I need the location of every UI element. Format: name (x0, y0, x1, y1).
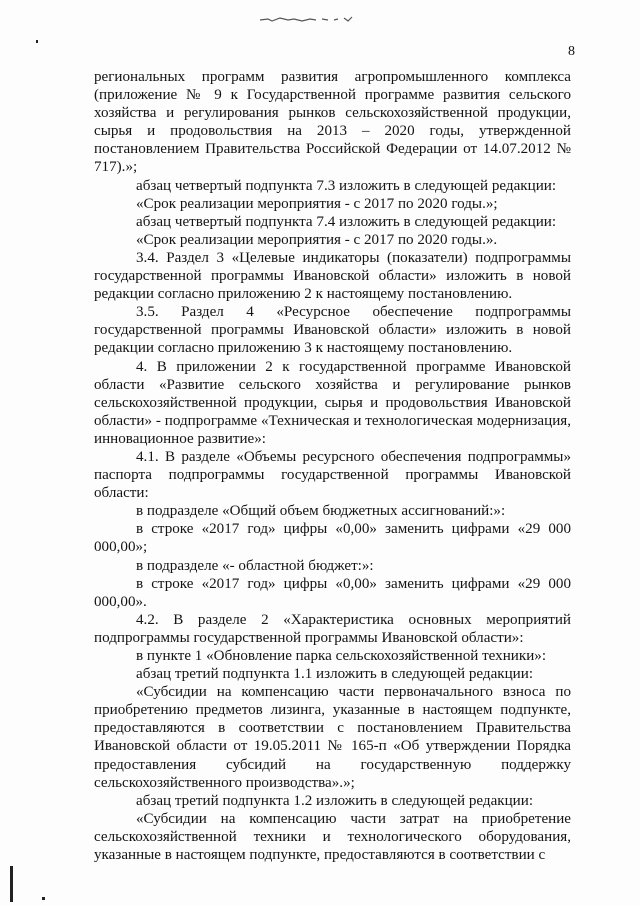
paragraph: абзац третий подпункта 1.2 изложить в следующей редакции: (136, 792, 534, 809)
paragraph: «Субсидии на компенсацию части затрат на приобретение сельскохозяйственной техники и технологического оборудования, указанные в настоящем подпункте, предоставляются в соответствии с (94, 810, 571, 864)
scan-mark-bottom (42, 897, 45, 900)
paragraph: «Срок реализации мероприятия - с 2017 по 2020 годы.»; (136, 195, 498, 212)
scan-mark-left-top (36, 40, 38, 43)
paragraph: в строке «2017 год» цифры «0,00» заменить цифрами «29 000 000,00». (94, 575, 571, 610)
paragraph: в подразделе «- областной бюджет:»: (136, 557, 374, 574)
paragraph: 3.5. Раздел 4 «Ресурсное обеспечение подпрограммы государственной программы Ивановской области» изложить в новой редакции согласно приложению 3 к настоящему постановлению. (94, 304, 571, 357)
body-text (94, 68, 571, 864)
paragraph: в строке «2017 год» цифры «0,00» заменить цифрами «29 000 000,00»; (94, 521, 571, 556)
paragraph: абзац четвертый подпункта 7.3 изложить в следующей редакции: (136, 177, 557, 194)
paragraph: «Срок реализации мероприятия - с 2017 по 2020 годы.». (136, 231, 498, 248)
paragraph: абзац четвертый подпункта 7.4 изложить в следующей редакции: (136, 213, 557, 230)
paragraph: в подразделе «Общий объем бюджетных ассигнований:»: (136, 503, 506, 520)
paragraph: региональных программ развития агропромышленного комплекса (приложение № 9 к Государственной программе развития сельского хозяйства и регулирования рынков сельскохозяйственной продукции, сырья и продовольствия на 2013 – 2020 годы, утвержденной постановлением Правительства Российской Федерации от 14.07.2012 № 717).»; (94, 69, 571, 176)
paragraph: 4. В приложении 2 к государственной программе Ивановской области «Развитие сельского хозяйства и регулирование рынков сельскохозяйственной продукции, сырья и продовольствия Ивановской области» - подпрограмме «Техническая и технологическая модернизация, инновационное развитие»: (94, 358, 571, 447)
paragraph: «Субсидии на компенсацию части первоначального взноса по приобретению предметов лизинга, указанные в настоящем подпункте, предоставляются в соответствии с постановлением Правительства Ивановской области от 19.05.2011 № 165-п «Об утверждении Порядка предоставления субсидий на государственную поддержку сельскохозяйственного производства».»; (94, 684, 571, 791)
paragraph: 4.1. В разделе «Объемы ресурсного обеспечения подпрограммы» паспорта подпрограммы государственной программы Ивановской области: (94, 448, 571, 502)
paragraph: в пункте 1 «Обновление парка сельскохозяйственной техники»: (136, 648, 547, 664)
header-stamp-scribble (258, 12, 356, 24)
paragraph: 4.2. В разделе 2 «Характеристика основных мероприятий подпрограммы государственной программы Ивановской области»: (94, 611, 571, 646)
scan-mark-left-bottom (10, 866, 13, 902)
paragraph: абзац третий подпункта 1.1 изложить в следующей редакции: (136, 666, 534, 683)
paragraph: 3.4. Раздел 3 «Целевые индикаторы (показатели) подпрограммы государственной программы Ивановской области» изложить в новой редакции согласно приложению 2 к настоящему постановлению. (94, 249, 571, 303)
page-number: 8 (568, 44, 575, 59)
